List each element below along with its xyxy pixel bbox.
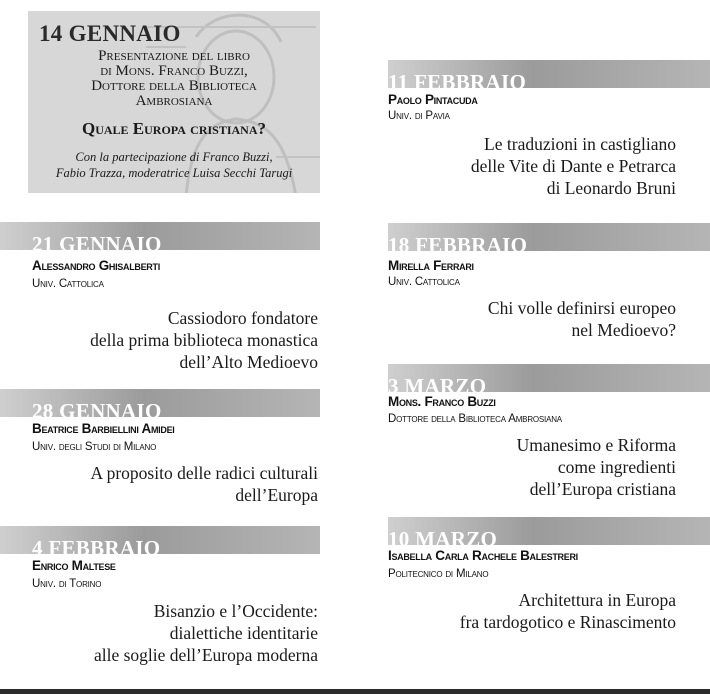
featured-date: 14 GENNAIO	[39, 21, 181, 46]
lecture-topic-line: fra tardogotico e Rinascimento	[459, 612, 676, 632]
lecture-date: 3 MARZO	[388, 374, 487, 398]
lecture-speaker: Paolo Pintacuda	[388, 92, 478, 107]
lecture-date: 4 FEBBRAIO	[32, 536, 161, 560]
featured-note-line: Con la partecipazione di Franco Buzzi,	[75, 150, 273, 164]
featured-title-line: Dottore della Biblioteca	[91, 78, 257, 94]
lecture-topic-line: Umanesimo e Riforma	[516, 435, 676, 455]
date-band	[388, 364, 710, 398]
lecture-topic-line: della prima biblioteca monastica	[90, 330, 318, 350]
lecture-topic-line: dell’Europa	[235, 485, 318, 505]
lecture-topic-line: nel Medioevo?	[571, 320, 676, 340]
lecture-topic	[471, 133, 676, 199]
lecture-topic-line: Architettura in Europa	[518, 590, 676, 610]
lecture-date: 18 FEBBRAIO	[388, 233, 528, 257]
featured-note	[28, 149, 320, 181]
lecture-topic	[488, 297, 676, 341]
lecture-topic	[517, 434, 676, 500]
featured-title-line: Presentazione del libro	[98, 48, 250, 64]
lecture-affiliation: Univ. di Pavia	[388, 110, 450, 122]
lecture-affiliation: Politecnico di Milano	[388, 568, 489, 580]
lecture-speaker: Alessandro Ghisalberti	[32, 258, 160, 273]
date-band	[0, 389, 320, 423]
featured-title-line: Ambrosiana	[135, 93, 213, 109]
lecture-speaker: Mons. Franco Buzzi	[388, 394, 496, 409]
featured-title-line: di Mons. Franco Buzzi,	[100, 63, 248, 79]
featured-event	[28, 11, 320, 193]
lecture-topic-line: delle Vite di Dante e Petrarca	[470, 156, 676, 176]
lecture-topic-line: di Leonardo Bruni	[546, 178, 676, 198]
lecture-topic-line: dell’Alto Medioevo	[179, 352, 318, 372]
lecture-topic-line: come ingredienti	[557, 457, 676, 477]
featured-title	[28, 49, 320, 109]
lecture-affiliation: Univ. di Torino	[32, 578, 102, 590]
date-band	[0, 526, 320, 560]
featured-note-line: Fabio Trazza, moderatrice Luisa Secchi Tarugi	[55, 166, 293, 180]
lecture-topic-line: A proposito delle radici culturali	[90, 463, 318, 483]
lecture-date: 28 GENNAIO	[32, 399, 162, 423]
lecture-speaker: Isabella Carla Rachele Balestreri	[388, 548, 578, 563]
date-band	[0, 222, 320, 256]
date-band	[388, 60, 710, 94]
lecture-topic-line: Cassiodoro fondatore	[167, 308, 318, 328]
lecture-topic	[460, 589, 676, 633]
lecture-topic	[94, 600, 318, 666]
lecture-topic-line: Bisanzio e l’Occidente:	[153, 601, 318, 621]
lecture-topic-line: alle soglie dell’Europa moderna	[93, 645, 318, 665]
lecture-affiliation: Univ. degli Studi di Milano	[32, 441, 157, 453]
featured-question: Quale Europa cristiana?	[81, 119, 267, 138]
date-band	[388, 223, 710, 257]
lecture-topic-line: Le traduzioni in castigliano	[484, 134, 676, 154]
lecture-topic-line: dialettiche identitarie	[169, 623, 318, 643]
bottom-divider	[0, 689, 710, 694]
lecture-affiliation: Univ. Cattolica	[388, 276, 460, 288]
lecture-topic	[90, 307, 318, 373]
lecture-speaker: Beatrice Barbiellini Amidei	[32, 421, 175, 436]
lecture-date: 11 FEBBRAIO	[388, 70, 527, 94]
lecture-affiliation: Dottore della Biblioteca Ambrosiana	[388, 413, 562, 425]
lecture-topic-line: dell’Europa cristiana	[529, 479, 676, 499]
lecture-date: 21 GENNAIO	[32, 232, 162, 256]
lecture-speaker: Mirella Ferrari	[388, 258, 474, 273]
date-band	[388, 517, 710, 551]
lecture-speaker: Enrico Maltese	[32, 558, 116, 573]
lecture-affiliation: Univ. Cattolica	[32, 278, 104, 290]
lecture-topic-line: Chi volle definirsi europeo	[487, 298, 676, 318]
lecture-date: 10 MARZO	[388, 527, 498, 551]
lecture-topic	[91, 462, 318, 506]
